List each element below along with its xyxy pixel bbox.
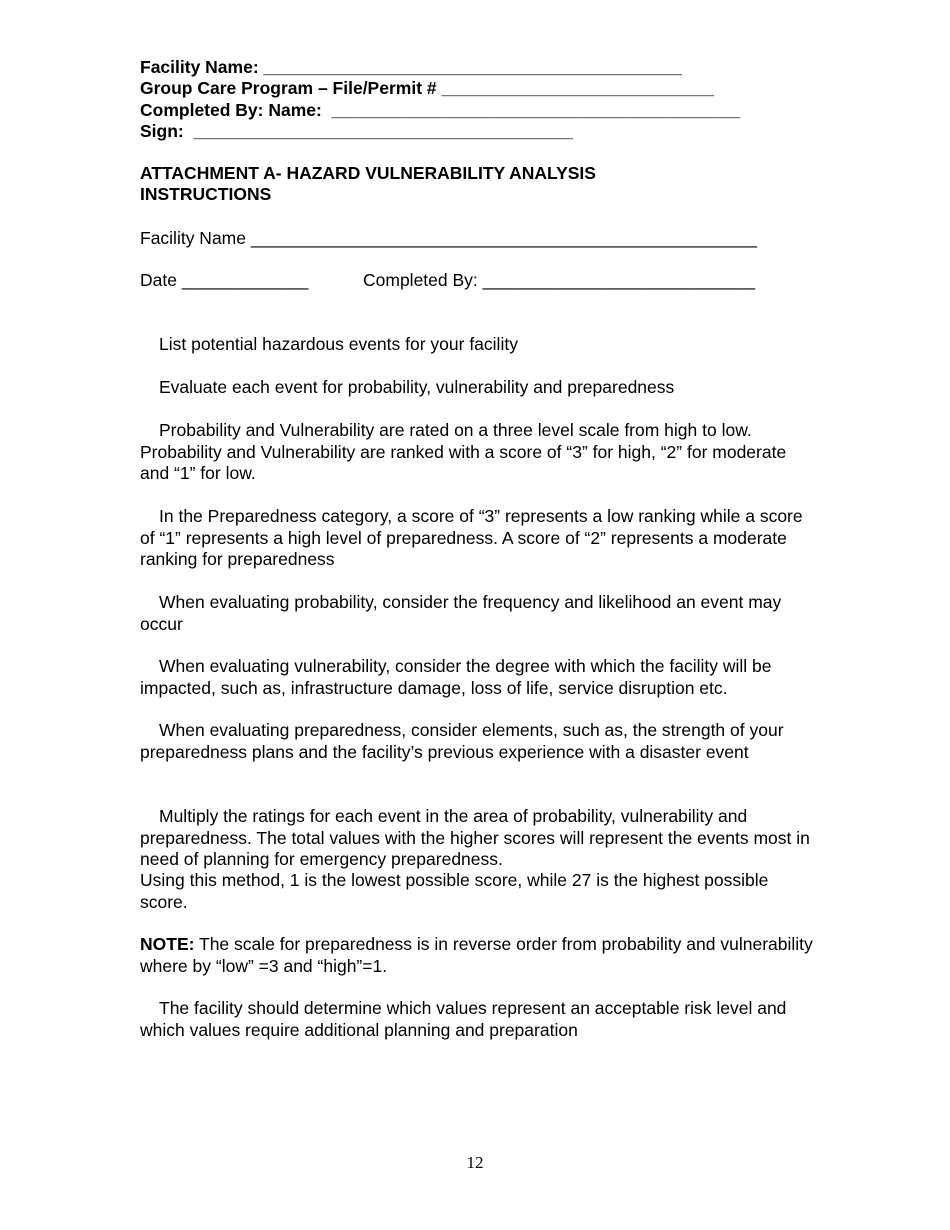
instruction-8: Multiply the ratings for each event in the area of probability, vulnerability and preparedness. The total values with the higher scores will represent the events most in need of planning for emergency preparedness. <box>140 806 810 870</box>
title-line-2: INSTRUCTIONS <box>140 184 272 204</box>
date-field: Date _____________ <box>140 270 309 290</box>
instruction-5: When evaluating probability, consider the frequency and likelihood an event may occur <box>140 592 782 634</box>
page-title <box>140 163 596 205</box>
instruction-3: Probability and Vulnerability are rated on a three level scale from high to low. Probability and Vulnerability are ranked with a score of “3” for high, “2” for moderate and “1” for low. <box>140 420 787 484</box>
instruction-6: When evaluating vulnerability, consider the degree with which the facility will be impacted, such as, infrastructure damage, loss of life, service disruption etc. <box>140 656 772 698</box>
sign-header: Sign: _______________________________________ <box>140 121 574 141</box>
program-permit-header: Group Care Program – File/Permit # ____________________________ <box>140 78 714 98</box>
note-text: The scale for preparedness is in reverse order from probability and vulnerability where by “low” =3 and “high”=1. <box>140 934 813 976</box>
instruction-2: Evaluate each event for probability, vulnerability and preparedness <box>159 377 675 397</box>
facility-name-header: Facility Name: ___________________________________________ <box>140 57 683 77</box>
method-note: Using this method, 1 is the lowest possible score, while 27 is the highest possible score. <box>140 870 769 912</box>
note-label: NOTE: <box>140 934 195 954</box>
completed-by-header: Completed By: Name: __________________________________________ <box>140 100 741 120</box>
facility-name-field: Facility Name ____________________________________________________ <box>140 228 757 248</box>
note-paragraph <box>140 934 820 977</box>
instruction-4: In the Preparedness category, a score of “3” represents a low ranking while a score of “1” represents a high level of preparedness. A score of “2” represents a moderate ranking for preparedness <box>140 506 803 570</box>
completed-by-field: Completed By: ____________________________ <box>363 270 756 290</box>
title-line-1: ATTACHMENT A- HAZARD VULNERABILITY ANALYSIS <box>140 163 596 183</box>
instruction-1: List potential hazardous events for your facility <box>159 334 518 354</box>
instruction-7: When evaluating preparedness, consider elements, such as, the strength of your preparedness plans and the facility’s previous experience with a disaster event <box>140 720 784 762</box>
page-number: 12 <box>466 1153 484 1172</box>
closing-paragraph: The facility should determine which values represent an acceptable risk level and which values require additional planning and preparation <box>140 998 787 1040</box>
